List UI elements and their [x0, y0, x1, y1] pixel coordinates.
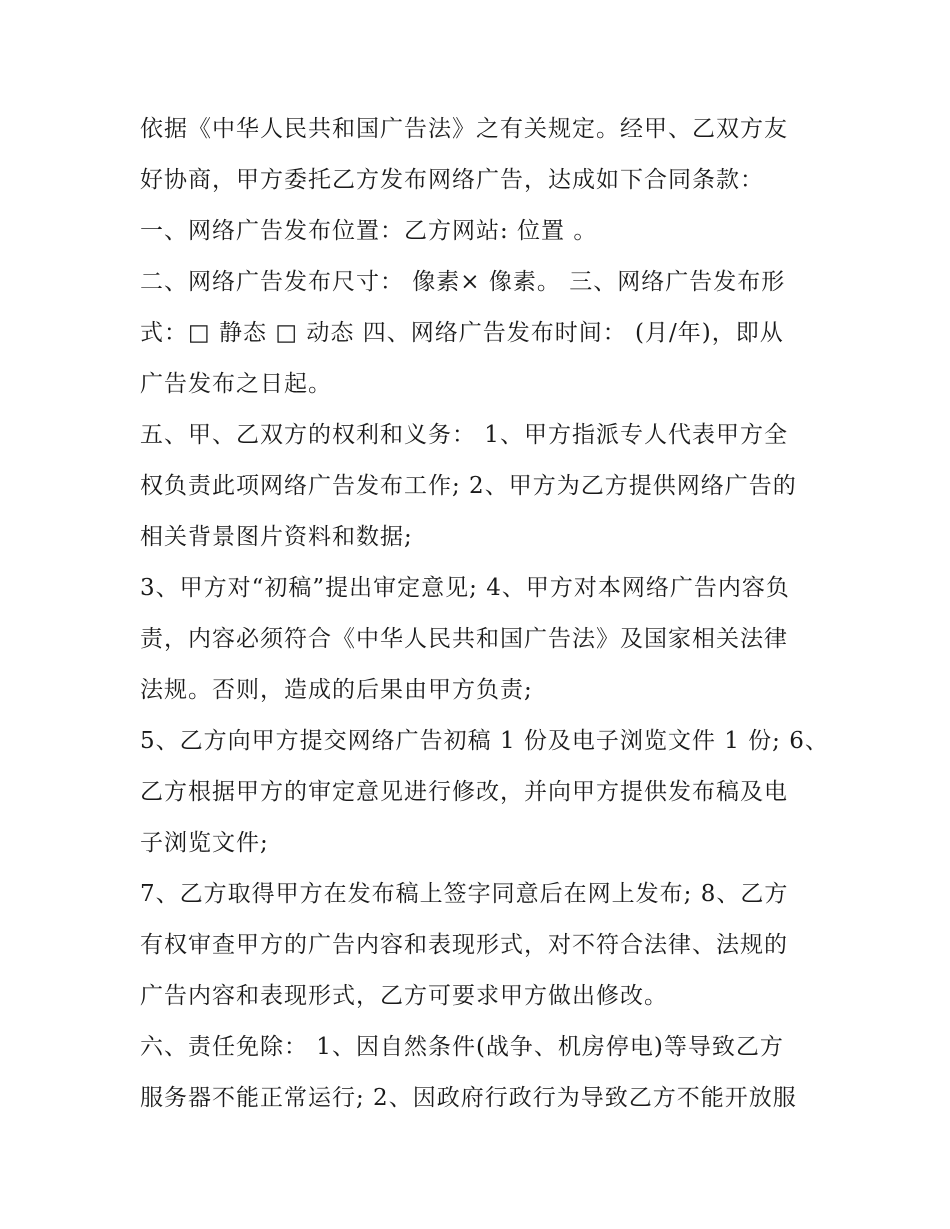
text-line: 法规。否则，造成的后果由甲方负责;: [140, 677, 533, 703]
text-line: 式：□ 静态 □ 动态 四、网络广告发布时间： (月/年)，即从: [140, 320, 784, 346]
text-line: 7、乙方取得甲方在发布稿上签字同意后在网上发布; 8、乙方: [140, 881, 789, 907]
text-line: 广告发布之日起。: [140, 371, 332, 397]
text-line: 3、甲方对“初稿”提出审定意见; 4、甲方对本网络广告内容负: [140, 575, 790, 601]
text-line: 相关背景图片资料和数据;: [140, 524, 413, 550]
text-line: 六、责任免除： 1、因自然条件(战争、机房停电)等导致乙方: [140, 1034, 784, 1060]
text-line: 5、乙方向甲方提交网络广告初稿 1 份及电子浏览文件 1 份; 6、: [140, 728, 829, 754]
text-line: 责，内容必须符合《中华人民共和国广告法》及国家相关法律: [140, 626, 788, 652]
text-line: 子浏览文件;: [140, 830, 269, 856]
text-line: 五、甲、乙双方的权利和义务： 1、甲方指派专人代表甲方全: [140, 422, 788, 448]
text-line: 二、网络广告发布尺寸： 像素× 像素。 三、网络广告发布形: [140, 269, 786, 295]
text-line: 权负责此项网络广告发布工作; 2、甲方为乙方提供网络广告的: [140, 473, 797, 499]
text-line: 广告内容和表现形式，乙方可要求甲方做出修改。: [140, 983, 668, 1009]
text-line: 好协商，甲方委托乙方发布网络广告，达成如下合同条款：: [140, 167, 764, 193]
text-line: 有权审查甲方的广告内容和表现形式，对不符合法律、法规的: [140, 932, 788, 958]
text-line: 服务器不能正常运行; 2、因政府行政行为导致乙方不能开放服: [140, 1085, 797, 1111]
text-line: 依据《中华人民共和国广告法》之有关规定。经甲、乙双方友: [140, 116, 788, 142]
text-line: 一、网络广告发布位置：乙方网站: 位置 。: [140, 218, 598, 244]
text-line: 乙方根据甲方的审定意见进行修改，并向甲方提供发布稿及电: [140, 779, 788, 805]
document-body: [140, 104, 829, 1124]
